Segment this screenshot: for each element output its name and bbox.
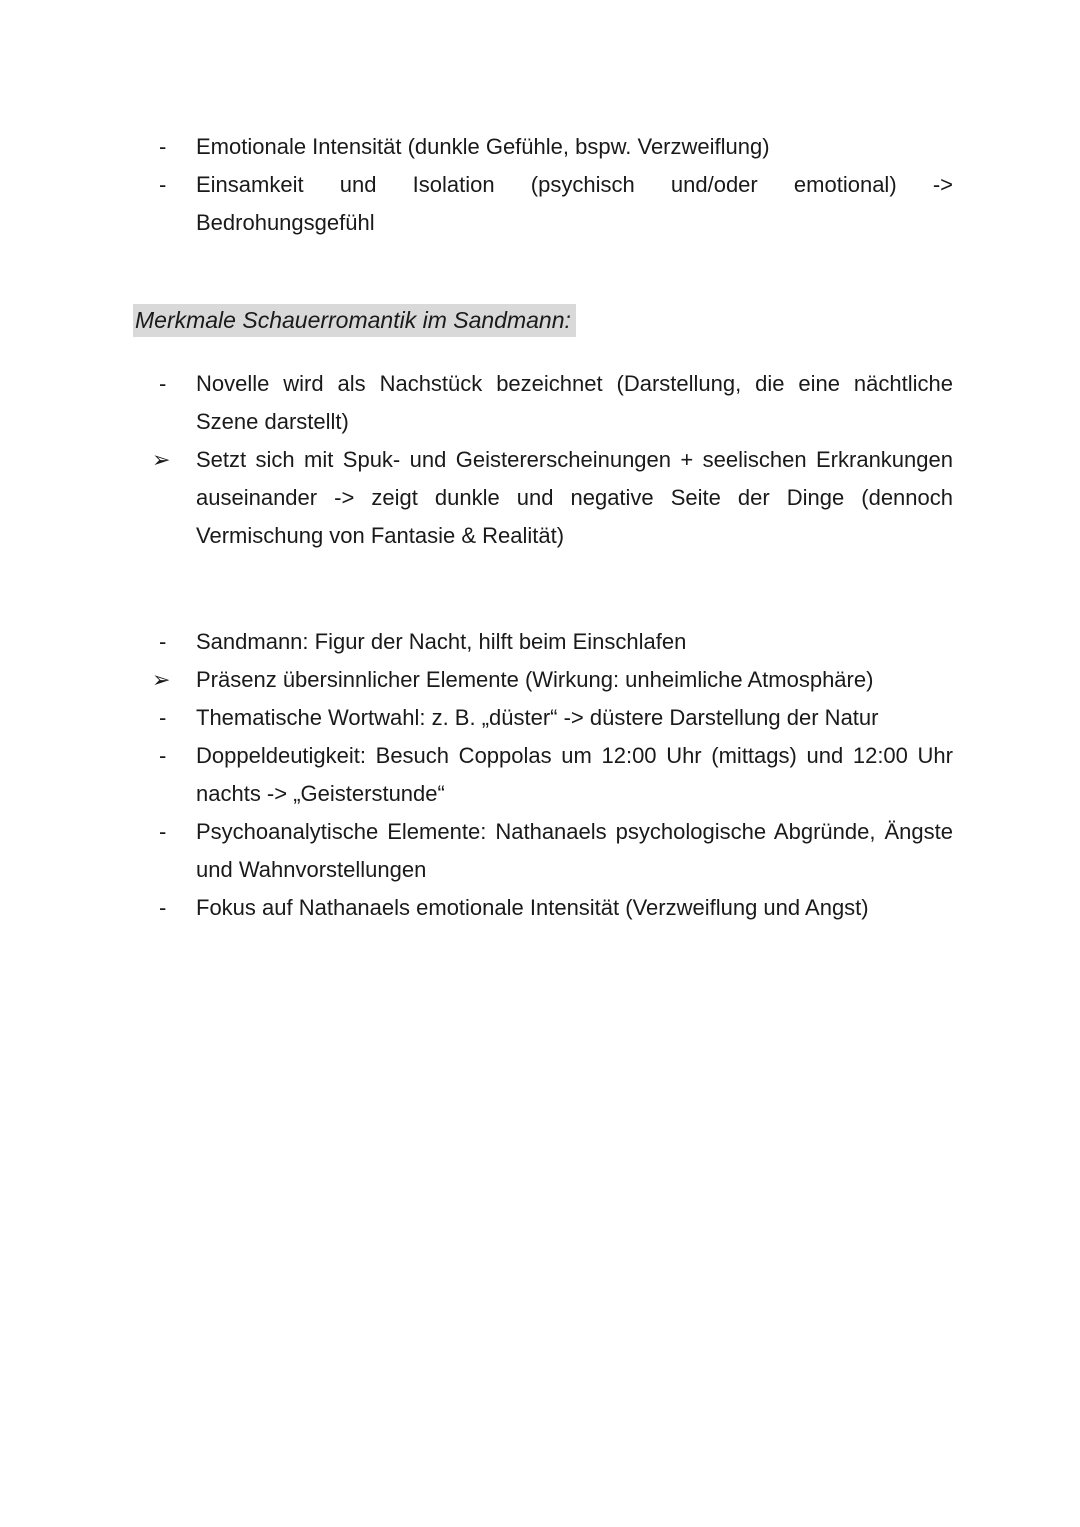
list-item-text: Psychoanalytische Elemente: Nathanaels psychologische Abgründe, Ängste und Wahnvorstellungen: [196, 819, 953, 882]
list-item-text: Thematische Wortwahl: z. B. „düster“ -> düstere Darstellung der Natur: [196, 705, 879, 730]
arrow-bullet-icon: ➢: [152, 447, 171, 472]
list-item: [133, 699, 953, 737]
list-item: [133, 813, 953, 889]
main-bullet-list: [133, 365, 953, 927]
list-item: [133, 661, 953, 699]
document-content: [133, 128, 953, 927]
list-item-text: Setzt sich mit Spuk- und Geistererscheinungen + seelischen Erkrankungen auseinander -> zeigt dunkle und negative Seite der Dinge (dennoch Vermischung von Fantasie & Realität): [196, 447, 953, 548]
list-item: [133, 737, 953, 813]
list-item: [133, 889, 953, 927]
intro-bullet-list: [133, 128, 953, 242]
dash-bullet-icon: -: [159, 895, 167, 920]
list-item: [133, 441, 953, 555]
dash-bullet-icon: -: [159, 629, 167, 654]
dash-bullet-icon: -: [159, 819, 167, 844]
list-item-text: Doppeldeutigkeit: Besuch Coppolas um 12:00 Uhr (mittags) und 12:00 Uhr nachts -> „Geisterstunde“: [196, 743, 953, 806]
dash-bullet-icon: -: [159, 371, 167, 396]
list-item: [133, 166, 953, 242]
section-heading-row: [133, 304, 953, 337]
list-item-text: Fokus auf Nathanaels emotionale Intensität (Verzweiflung und Angst): [196, 895, 869, 920]
dash-bullet-icon: -: [159, 743, 167, 768]
list-item-text: Novelle wird als Nachstück bezeichnet (Darstellung, die eine nächtliche Szene darstellt): [196, 371, 953, 434]
dash-bullet-icon: -: [159, 172, 167, 197]
list-item-text: Einsamkeit und Isolation (psychisch und/oder emotional) -> Bedrohungsgefühl: [196, 172, 953, 235]
section-heading: Merkmale Schauerromantik im Sandmann:: [133, 304, 576, 337]
list-item-text: Präsenz übersinnlicher Elemente (Wirkung: unheimliche Atmosphäre): [196, 667, 874, 692]
list-item-text: Sandmann: Figur der Nacht, hilft beim Einschlafen: [196, 629, 687, 654]
list-item: [133, 623, 953, 661]
list-item-text: Emotionale Intensität (dunkle Gefühle, bspw. Verzweiflung): [196, 134, 770, 159]
dash-bullet-icon: -: [159, 134, 167, 159]
list-item: [133, 365, 953, 441]
arrow-bullet-icon: ➢: [152, 667, 171, 692]
dash-bullet-icon: -: [159, 705, 167, 730]
list-item: [133, 128, 953, 166]
